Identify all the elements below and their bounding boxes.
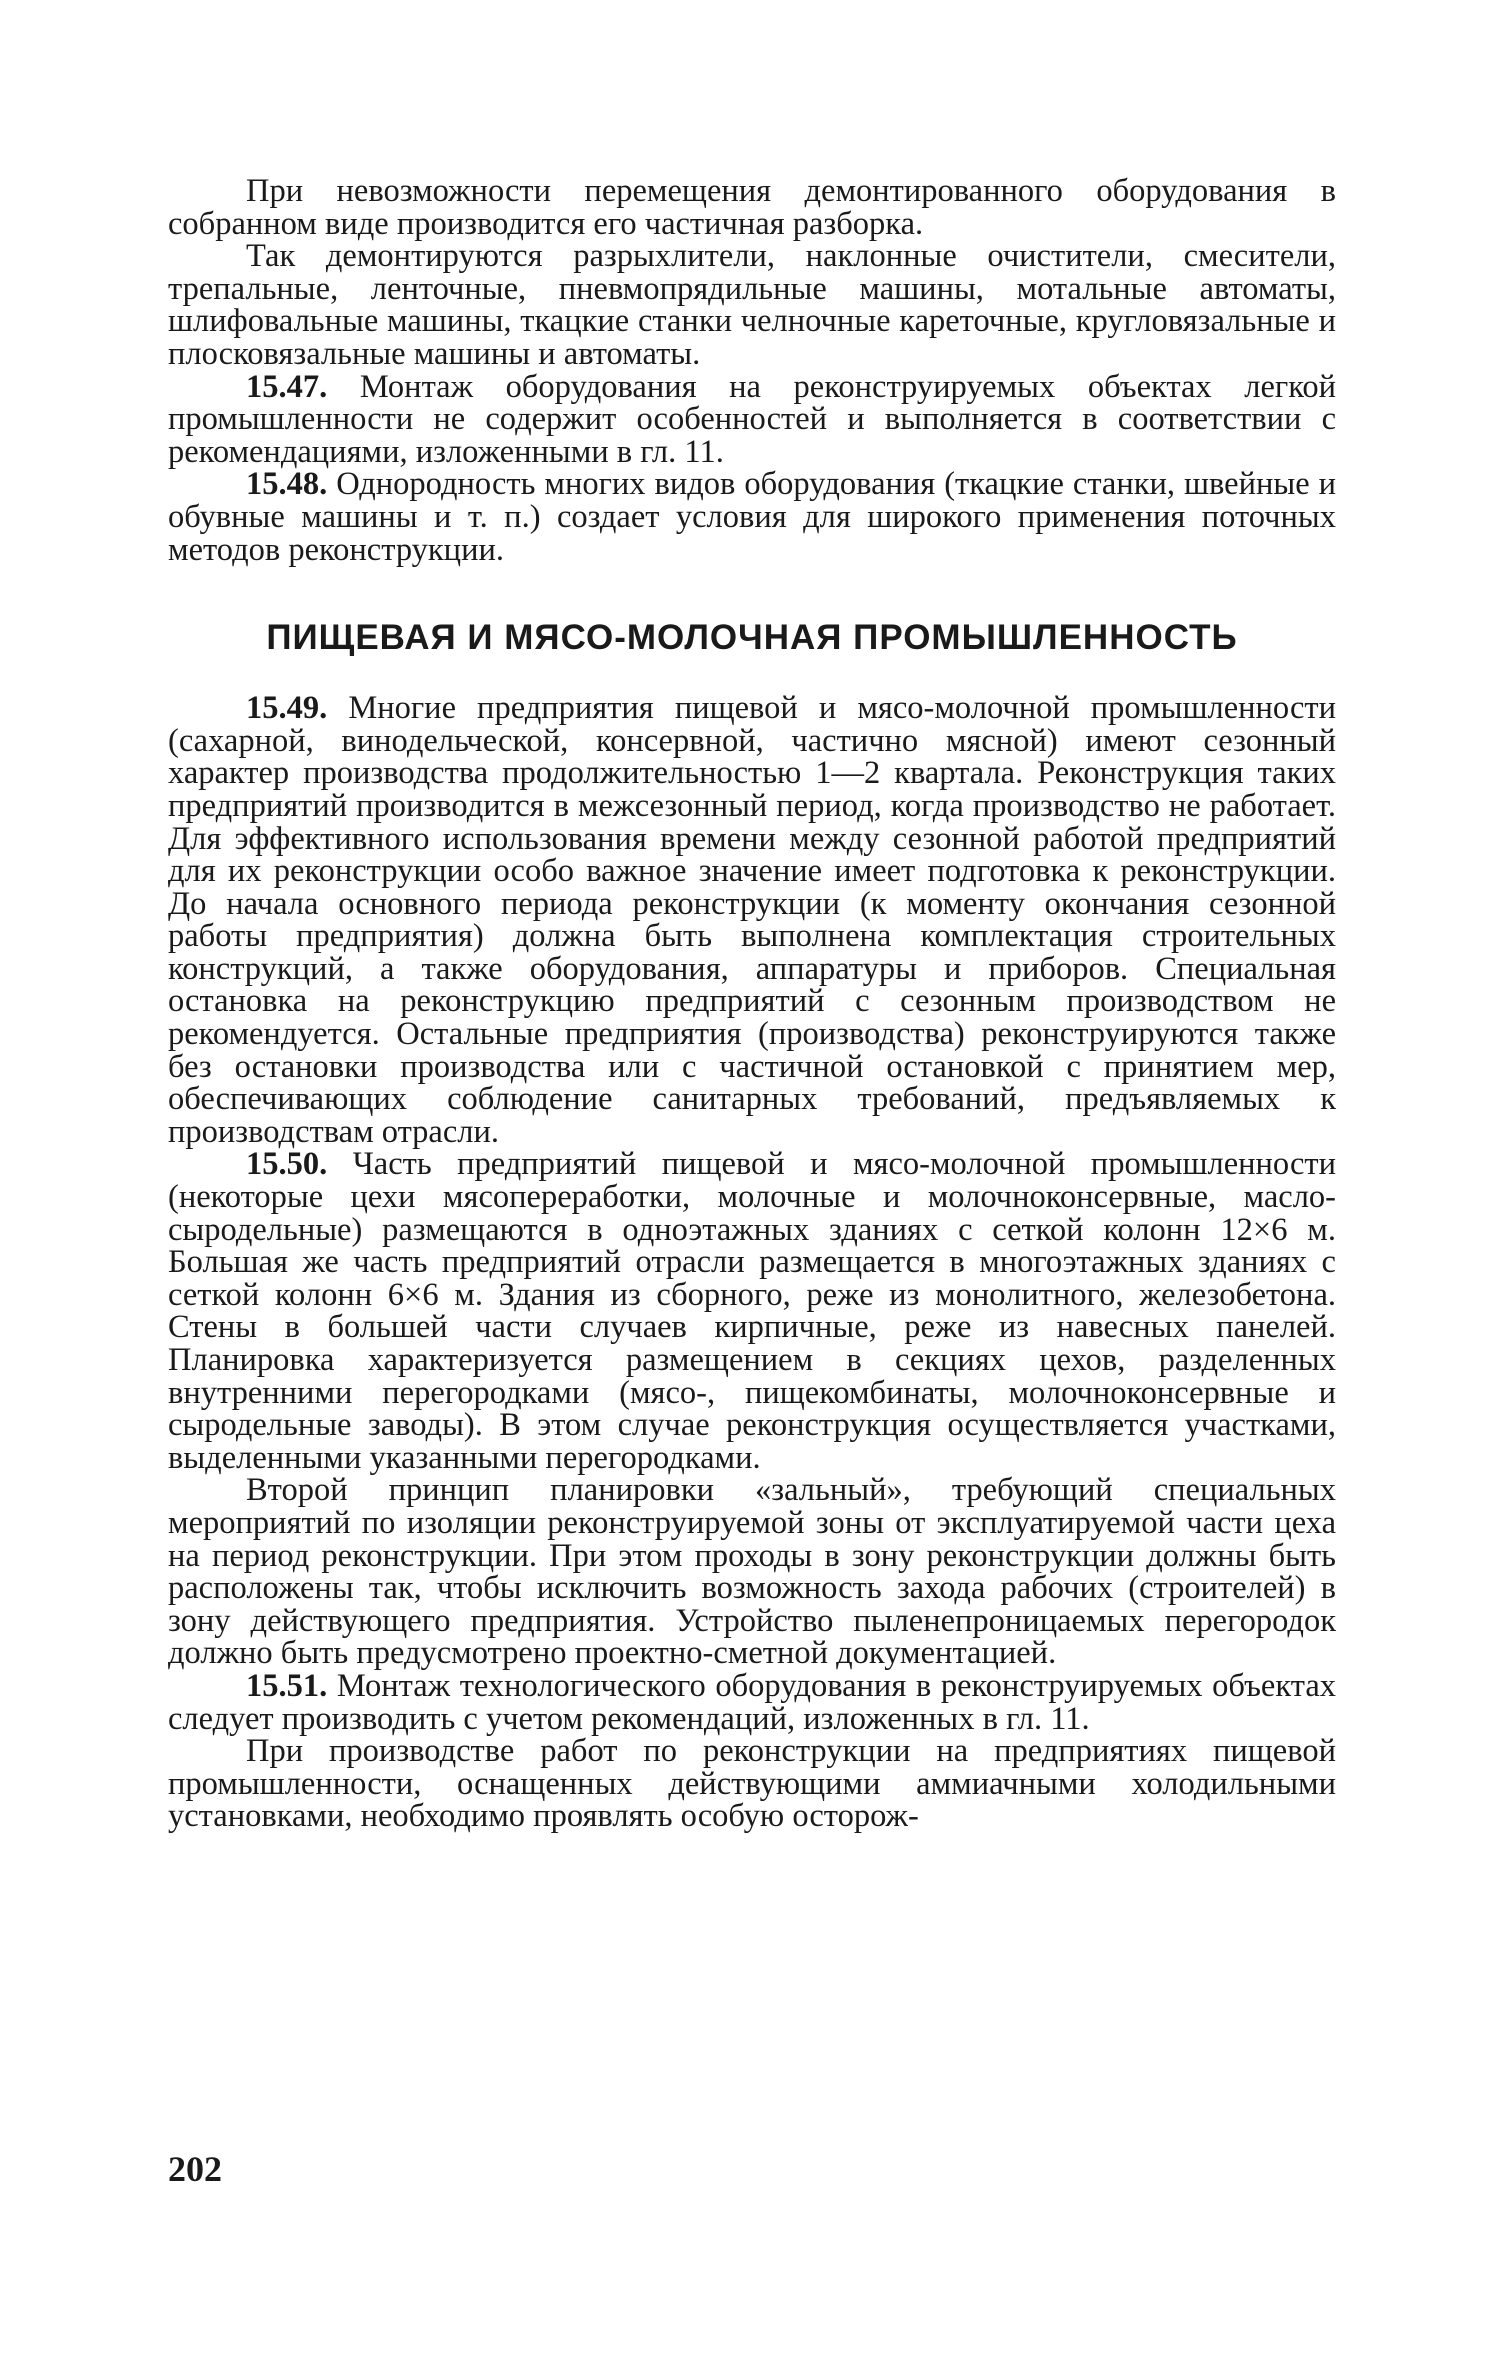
paragraph-hall-layout [168,1474,1336,1670]
paragraph-text: Второй принцип планировки «зальный», требующий специальных мероприятий по изоляции реконструируемой зоны от эксплуатируемой части цеха на период реконструкции. При этом проходы в зону реконструкции должны быть расположены так, чтобы исключить возможность захода рабочих (строителей) в зону действующего предприятия. Устройство пыленепроницаемых перегородок должно быть предусмотрено проектно-сметной документацией. [168,1472,1336,1672]
paragraph-15-50 [168,1148,1336,1474]
page-number: 202 [168,2149,222,2189]
paragraph-text: Однородность многих видов оборудования (ткацкие станки, швейные и обувные машины и т. п.) создает условия для широкого применения поточных методов реконструкции. [168,466,1336,568]
page-body [168,175,1336,1833]
section-heading: ПИЩЕВАЯ И МЯСО-МОЛОЧНАЯ ПРОМЫШЛЕННОСТЬ [266,618,1238,658]
paragraph-text: Так демонтируются разрыхлители, наклонные очистители, смесители, трепальные, ленточные, пневмопрядильные машины, мотальные автоматы, шлифовальные машины, ткацкие станки челночные кареточные, кругловязальные и плосковязальные машины и автоматы. [168,238,1336,372]
paragraph-text: Многие предприятия пищевой и мясо-молочной промышленности (сахарной, винодельческой, консервной, частично мясной) имеют сезонный характер производства продолжительностью 1—2 квартала. Реконструкция таких предприятий производится в межсезонный период, когда производство не работает. Для эффективного использования времени между сезонной работой предприятий для их реконструкции особо важное значение имеет подготовка к реконструкции. До начала основного периода реконструкции (к моменту окончания сезонной работы предприятия) должна быть выполнена комплектация строительных конструкций, а также оборудования, аппаратуры и приборов. Специальная остановка на реконструкцию предприятий с сезонным производством не рекомендуется. Остальные предприятия (производства) реконструируются также без остановки производства или с частичной остановкой с принятием мер, обеспечивающих соблюдение санитарных требований, предъявляемых к производствам отрасли. [168,690,1337,1150]
paragraph-text: Монтаж технологического оборудования в реконструируемых объектах следует производить с учетом рекомендаций, изложенных в гл. 11. [168,1667,1336,1737]
paragraph-number: 15.51. [246,1667,328,1704]
paragraph-text: Монтаж оборудования на реконструируемых объектах легкой промышленности не содержит особенностей и выполняется в соответствии с рекомендациями, изложенными в гл. 11. [168,368,1337,470]
paragraph-number: 15.50. [246,1146,328,1183]
paragraph-ammonia-caution [168,1735,1336,1833]
paragraph-text: При производстве работ по реконструкции на предприятиях пищевой промышленности, оснащенных действующими аммиачными холодильными установками, необходимо проявлять особую осторож- [168,1733,1336,1835]
paragraph-number: 15.47. [246,368,328,405]
paragraph-number: 15.49. [246,690,328,727]
paragraph-text: При невозможности перемещения демонтированного оборудования в собранном виде производится его частичная разборка. [168,173,1336,242]
paragraph-15-47 [168,368,1337,470]
paragraph-15-51 [168,1667,1336,1737]
paragraph-number: 15.48. [246,466,328,503]
paragraph-text: Часть предприятий пищевой и мясо-молочной промышленности (некоторые цехи мясопереработки, молочные и молочноконсервные, масло-сыродельные) размещаются в одноэтажных зданиях с сеткой колонн 12×6 м. Большая же часть предприятий отрасли размещается в многоэтажных зданиях с сеткой колонн 6×6 м. Здания из сборного, реже из монолитного, железобетона. Стены в большей части случаев кирпичные, реже из навесных панелей. Планировка характеризуется размещением в секциях цехов, разделенных внутренними перегородками (мясо-, пищекомбинаты, молочноконсервные и сыродельные заводы). В этом случае реконструкция осуществляется участками, выделенными указанными перегородками. [168,1146,1337,1476]
paragraph-15-48 [168,468,1336,566]
paragraph-disassembly [168,175,1336,240]
paragraph-dismantled-machines [168,240,1336,370]
paragraph-15-49 [168,692,1336,1148]
